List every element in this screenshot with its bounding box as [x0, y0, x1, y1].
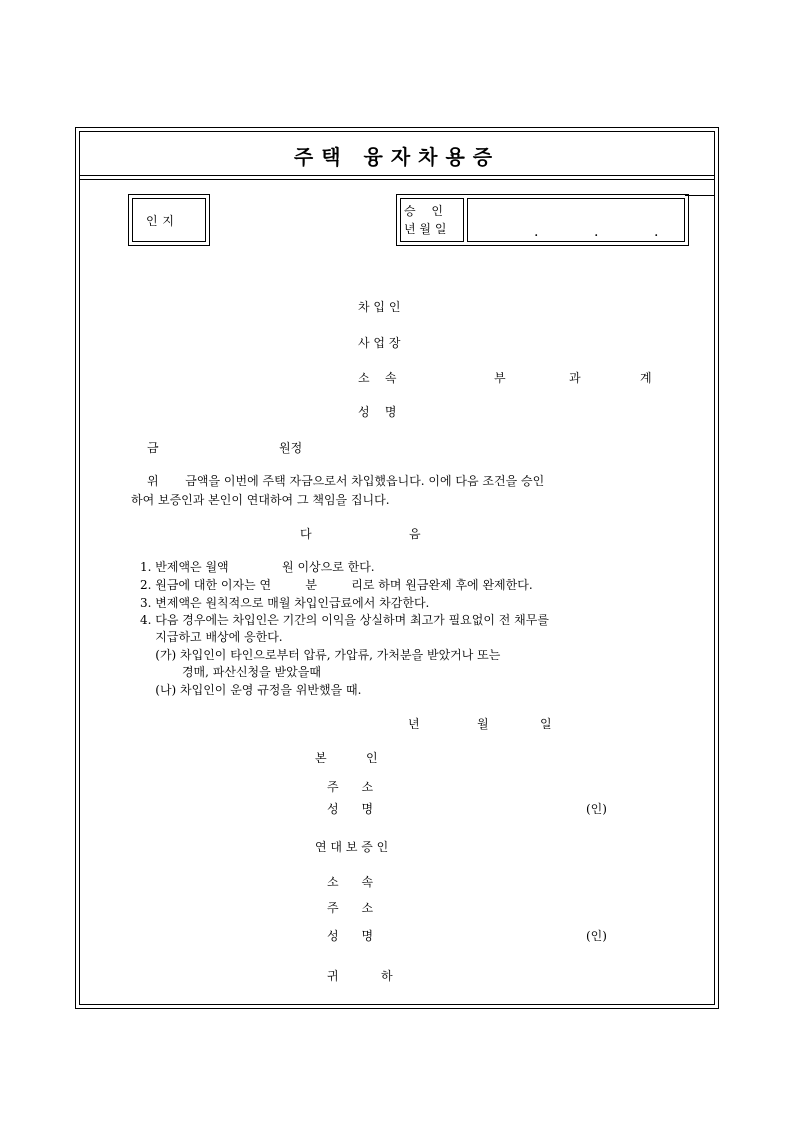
- statement-line: 하여 보증인과 본인이 연대하여 그 책임을 집니다.: [131, 493, 390, 507]
- date-dot: .: [654, 224, 659, 240]
- title-divider: [79, 175, 715, 176]
- box-connector-line: [685, 195, 715, 196]
- principal-address-label: 주 소: [327, 780, 374, 794]
- term-subitem: (가) 차입인이 타인으로부터 압류, 가압류, 가처분을 받았거나 또는: [140, 648, 501, 662]
- approval-date-value-cell: [467, 198, 685, 242]
- date-year: 년: [408, 717, 420, 731]
- date-day: 일: [540, 717, 552, 731]
- unit-label: 계: [640, 371, 652, 385]
- date-dot: .: [534, 224, 539, 240]
- guarantor-address-label: 주 소: [327, 901, 374, 915]
- workplace-label: 사 업 장: [358, 336, 401, 350]
- term-item: 3. 변제액은 원칙적으로 매월 차입인급료에서 차감한다.: [140, 596, 430, 610]
- term-item: 1. 반제액은 월액 원 이상으로 한다.: [140, 560, 375, 574]
- term-subitem: 경매, 파산신청을 받았을때: [140, 665, 321, 679]
- amount-suffix: 원정: [279, 441, 303, 455]
- terms-heading: 다: [300, 527, 312, 541]
- date-dot: .: [594, 224, 599, 240]
- addressee-label: 귀: [327, 969, 339, 983]
- approval-label-line2: 년 월 일: [404, 222, 447, 236]
- term-item: 4. 다음 경우에는 차입인은 기간의 이익을 상실하며 최고가 필요없이 전 채무를: [140, 613, 549, 627]
- principal-label: 본: [315, 751, 327, 765]
- guarantor-seal-mark: (인): [586, 929, 607, 943]
- affiliation-label: 소 속: [358, 371, 397, 385]
- guarantor-affiliation-label: 소 속: [327, 875, 374, 889]
- principal-label: 인: [366, 751, 378, 765]
- term-subitem: (나) 차입인이 운영 규정을 위반했을 때.: [140, 683, 362, 697]
- amount-label: 금: [147, 441, 159, 455]
- addressee-label: 하: [381, 969, 393, 983]
- terms-heading: 음: [409, 527, 421, 541]
- guarantor-name-label: 성 명: [327, 929, 374, 943]
- date-month: 월: [477, 717, 489, 731]
- stamp-label: 인 지: [146, 214, 175, 228]
- statement-line: 위 금액을 이번에 주택 자금으로서 차입했읍니다. 이에 다음 조건을 승인: [147, 474, 545, 488]
- section-label: 과: [569, 371, 581, 385]
- document-title: 주택 융자차용증: [293, 145, 501, 169]
- approval-label-line1: 승 인: [404, 204, 443, 218]
- title-divider: [79, 179, 715, 180]
- borrower-label: 차 입 인: [358, 300, 401, 314]
- department-label: 부: [494, 371, 506, 385]
- name-label: 성 명: [358, 405, 397, 419]
- principal-name-label: 성 명: [327, 802, 374, 816]
- principal-seal-mark: (인): [586, 802, 607, 816]
- term-item: 지급하고 배상에 응한다.: [140, 630, 283, 644]
- guarantor-label: 연 대 보 증 인: [315, 840, 389, 854]
- term-item: 2. 원금에 대한 이자는 연 분 리로 하며 원금완제 후에 완제한다.: [140, 578, 533, 592]
